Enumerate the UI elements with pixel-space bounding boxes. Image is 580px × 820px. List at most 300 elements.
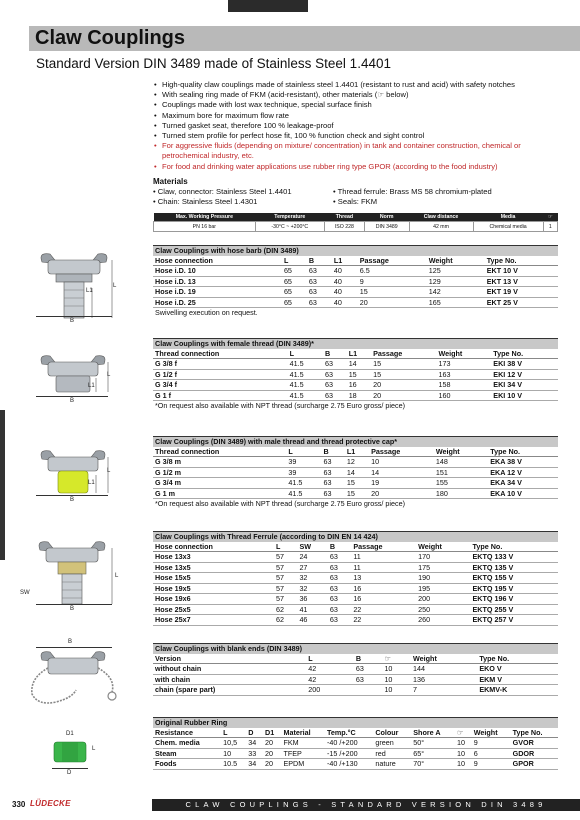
- table-row: [153, 738, 558, 749]
- table-cell: Hose i.D. 25: [153, 297, 282, 308]
- column-header: Passage: [369, 447, 434, 457]
- table-cell: 22: [351, 615, 416, 626]
- table-cell: 20: [263, 738, 281, 749]
- table-cell: 19: [369, 478, 434, 489]
- table-cell: Foods: [153, 759, 221, 770]
- table-cell: green: [373, 738, 411, 749]
- dim-label: L: [107, 468, 111, 474]
- table-cell: 41.5: [288, 380, 323, 391]
- table-cell: 63: [328, 562, 351, 573]
- table-row: [153, 664, 558, 675]
- column-header: Type No.: [491, 349, 558, 359]
- table-cell: 36: [297, 594, 327, 605]
- table-cell: EKI 34 V: [491, 380, 558, 391]
- product-table: [153, 728, 558, 770]
- dim-label: D1: [66, 731, 74, 737]
- table-cell: 142: [427, 287, 485, 298]
- table-cell: 10: [382, 674, 411, 685]
- product-table: [153, 447, 558, 500]
- column-header: L: [282, 256, 307, 266]
- table-cell: 14: [345, 467, 369, 478]
- table-cell: 190: [416, 573, 470, 584]
- table-cell: 195: [416, 583, 470, 594]
- column-header: Type No.: [485, 256, 558, 266]
- table-cell: 40: [332, 297, 358, 308]
- table-cell: 165: [427, 297, 485, 308]
- section-male-thread: [153, 436, 558, 509]
- table-cell: 63: [328, 583, 351, 594]
- column-header: B: [322, 447, 345, 457]
- brand-logo: LÜDECKE: [30, 799, 71, 808]
- table-row: [153, 685, 558, 696]
- section-title: Claw Couplings (DIN 3489) with male thread and thread protective cap*: [153, 436, 558, 447]
- table-cell: 9: [358, 276, 427, 287]
- column-header: Colour: [373, 728, 411, 738]
- table-cell: EKTQ 135 V: [471, 562, 559, 573]
- footer-bar: CLAW COUPLINGS - STANDARD VERSION DIN 3489: [152, 799, 580, 811]
- column-header: Type No.: [471, 542, 559, 552]
- table-cell: GVOR: [511, 738, 558, 749]
- feature-item: • With sealing ring made of FKM (acid-resistant), other materials (☞ below): [162, 90, 558, 100]
- column-header: [344, 654, 354, 664]
- column-header: Hose connection: [153, 542, 274, 552]
- table-cell: 20: [358, 297, 427, 308]
- spec-value: ISO 228: [324, 222, 364, 232]
- spec-value: 42 mm: [409, 222, 473, 232]
- table-cell: 57: [274, 562, 297, 573]
- table-cell: 62: [274, 604, 297, 615]
- section-hose-barb: [153, 245, 558, 318]
- table-cell: 40: [332, 266, 358, 277]
- section-note: *On request also available with NPT thread (surcharge 2.75 Euro gross/ piece): [155, 499, 405, 508]
- column-header: SW: [297, 542, 327, 552]
- table-cell: 14: [347, 359, 371, 370]
- table-cell: EKT 19 V: [485, 287, 558, 298]
- table-cell: 250: [416, 604, 470, 615]
- section-blank-ends: [153, 643, 558, 696]
- spec-header: Thread: [324, 213, 364, 222]
- table-cell: 175: [416, 562, 470, 573]
- column-header: Version: [153, 654, 306, 664]
- column-header: Thread connection: [153, 349, 288, 359]
- table-cell: Steam: [153, 748, 221, 759]
- table-row: [153, 615, 558, 626]
- table-cell: 57: [274, 594, 297, 605]
- table-cell: chain (spare part): [153, 685, 306, 696]
- table-cell: 136: [411, 674, 477, 685]
- table-cell: Hose 19x5: [153, 583, 274, 594]
- table-cell: 63: [323, 380, 347, 391]
- material-item: • Seals: FKM: [333, 197, 533, 207]
- table-row: [153, 478, 558, 489]
- table-cell: 41.5: [286, 488, 321, 499]
- table-cell: Hose 15x5: [153, 573, 274, 584]
- spec-value-row: [154, 222, 558, 232]
- table-cell: G 1/2 m: [153, 467, 286, 478]
- table-cell: EKT 25 V: [485, 297, 558, 308]
- table-row: [153, 604, 558, 615]
- table-cell: 32: [297, 583, 327, 594]
- table-cell: FKM: [281, 738, 325, 749]
- table-cell: 65: [282, 276, 307, 287]
- table-cell: 63: [307, 266, 332, 277]
- table-cell: 158: [436, 380, 491, 391]
- table-cell: 11: [351, 552, 416, 563]
- table-cell: 22: [351, 604, 416, 615]
- table-cell: 11: [351, 562, 416, 573]
- table-cell: 15: [358, 287, 427, 298]
- table-cell: 63: [307, 297, 332, 308]
- table-cell: 41.5: [286, 478, 321, 489]
- table-row: [153, 287, 558, 298]
- pointer-icon: ☞: [382, 654, 411, 664]
- female-thread-coupling-image: [36, 352, 110, 398]
- table-cell: 163: [436, 369, 491, 380]
- table-row: [153, 552, 558, 563]
- table-cell: 10: [455, 759, 472, 770]
- materials-left: [153, 187, 333, 207]
- table-cell: EKTQ 133 V: [471, 552, 559, 563]
- material-item: • Claw, connector: Stainless Steel 1.4401: [153, 187, 333, 197]
- table-cell: 33: [246, 748, 263, 759]
- pointer-icon: ☞: [455, 728, 472, 738]
- column-header: L: [288, 349, 323, 359]
- column-header: D: [246, 728, 263, 738]
- table-cell: 63: [322, 457, 345, 468]
- column-header: L1: [332, 256, 358, 266]
- table-cell: GPOR: [511, 759, 558, 770]
- table-cell: 13: [351, 573, 416, 584]
- table-cell: EKI 38 V: [491, 359, 558, 370]
- table-cell: 12: [345, 457, 369, 468]
- table-cell: -15 /+200: [325, 748, 373, 759]
- column-header: Passage: [371, 349, 436, 359]
- feature-item: • Maximum bore for maximum flow rate: [162, 111, 558, 121]
- table-cell: 65: [282, 297, 307, 308]
- table-cell: 170: [416, 552, 470, 563]
- table-cell: 57: [274, 583, 297, 594]
- spec-header: Media: [473, 213, 543, 222]
- table-cell: 129: [427, 276, 485, 287]
- column-header: B: [323, 349, 347, 359]
- hose-barb-coupling-image: [34, 250, 117, 322]
- table-cell: 63: [322, 478, 345, 489]
- table-row: [153, 457, 558, 468]
- table-cell: TFEP: [281, 748, 325, 759]
- thread-ferrule-coupling-image: [32, 538, 114, 608]
- dim-label: D: [67, 770, 72, 776]
- feature-item: • For food and drinking water applications use rubber ring type GPOR (according to the food industry): [162, 162, 558, 172]
- material-item: • Thread ferrule: Brass MS 58 chromium-plated: [333, 187, 533, 197]
- spec-value: PN 16 bar: [154, 222, 256, 232]
- dim-label: SW: [20, 590, 30, 596]
- product-table: [153, 256, 558, 309]
- table-cell: Hose i.D. 13: [153, 276, 282, 287]
- table-cell: 40: [332, 276, 358, 287]
- column-header: Passage: [358, 256, 427, 266]
- table-cell: 63: [328, 552, 351, 563]
- feature-item: • For aggressive fluids (depending on mixture/ concentration) in tank and container construction, chemical or petrochemical industry, etc.: [162, 141, 558, 161]
- table-cell: EKA 12 V: [488, 467, 558, 478]
- table-cell: 10,5: [221, 738, 246, 749]
- table-cell: 10: [455, 738, 472, 749]
- table-cell: EKM V: [477, 674, 558, 685]
- table-cell: G 1/2 f: [153, 369, 288, 380]
- section-title: Claw Couplings with hose barb (DIN 3489): [153, 245, 558, 256]
- table-row: [153, 297, 558, 308]
- product-table: [153, 542, 558, 626]
- table-cell: 9: [472, 759, 511, 770]
- table-cell: [344, 685, 354, 696]
- section-note: *On request also available with NPT thread (surcharge 2.75 Euro gross/ piece): [155, 401, 405, 410]
- table-cell: 20: [369, 488, 434, 499]
- table-cell: 260: [416, 615, 470, 626]
- table-row: [153, 276, 558, 287]
- table-cell: 155: [434, 478, 488, 489]
- spec-value: 1: [543, 222, 557, 232]
- table-cell: red: [373, 748, 411, 759]
- table-row: [153, 562, 558, 573]
- dim-label: B: [70, 497, 75, 503]
- table-cell: EKTQ 257 V: [471, 615, 559, 626]
- table-row: [153, 359, 558, 370]
- table-cell: 18: [347, 390, 371, 401]
- table-cell: 20: [371, 380, 436, 391]
- page-subtitle: Standard Version DIN 3489 made of Stainless Steel 1.4401: [36, 56, 391, 71]
- table-cell: EKTQ 195 V: [471, 583, 559, 594]
- spec-value: -30°C ~ +200°C: [255, 222, 324, 232]
- column-header: Weight: [427, 256, 485, 266]
- spec-header: Claw distance: [409, 213, 473, 222]
- table-cell: 62: [274, 615, 297, 626]
- table-row: [153, 573, 558, 584]
- table-cell: EKT 10 V: [485, 266, 558, 277]
- table-cell: 41.5: [288, 369, 323, 380]
- column-header: Weight: [416, 542, 470, 552]
- table-header-row: [153, 256, 558, 266]
- table-cell: 63: [328, 615, 351, 626]
- table-cell: EKMV-K: [477, 685, 558, 696]
- spec-header: Norm: [364, 213, 409, 222]
- section-title: Claw Couplings with blank ends (DIN 3489): [153, 643, 558, 654]
- section-female-thread: [153, 338, 558, 411]
- dim-label: B: [70, 606, 75, 612]
- column-header: L: [274, 542, 297, 552]
- table-cell: 10.5: [221, 759, 246, 770]
- table-cell: 10: [382, 664, 411, 675]
- table-cell: EKTQ 196 V: [471, 594, 559, 605]
- table-cell: -40 /+130: [325, 759, 373, 770]
- dim-label: L: [113, 283, 117, 289]
- dim-label: L1: [86, 288, 93, 294]
- section-title: Claw Couplings with female thread (DIN 3489)*: [153, 338, 558, 349]
- section-rubber-ring: [153, 717, 558, 770]
- table-cell: Hose i.D. 10: [153, 266, 282, 277]
- table-cell: 125: [427, 266, 485, 277]
- table-cell: EKA 34 V: [488, 478, 558, 489]
- dim-label: L1: [88, 480, 95, 486]
- column-header: Material: [281, 728, 325, 738]
- table-cell: Hose 13x3: [153, 552, 274, 563]
- table-cell: EPDM: [281, 759, 325, 770]
- table-cell: Hose 25x5: [153, 604, 274, 615]
- table-cell: 6.5: [358, 266, 427, 277]
- table-cell: 10: [369, 457, 434, 468]
- table-cell: with chain: [153, 674, 306, 685]
- table-cell: EKTQ 255 V: [471, 604, 559, 615]
- column-header: L1: [345, 447, 369, 457]
- spec-header: Max. Working Pressure: [154, 213, 256, 222]
- section-thread-ferrule: [153, 531, 558, 626]
- table-cell: 65: [282, 287, 307, 298]
- table-cell: 144: [411, 664, 477, 675]
- table-cell: nature: [373, 759, 411, 770]
- table-cell: 63: [323, 369, 347, 380]
- dim-label: B: [70, 318, 75, 324]
- table-cell: 42: [306, 674, 344, 685]
- column-header: Weight: [436, 349, 491, 359]
- column-header: Shore A: [411, 728, 455, 738]
- column-header: B: [354, 654, 383, 664]
- table-cell: 16: [351, 583, 416, 594]
- feature-item: • Couplings made with lost wax technique, special surface finish: [162, 100, 558, 110]
- title-bar: [29, 26, 580, 51]
- table-cell: 42: [306, 664, 344, 675]
- table-cell: Hose 19x6: [153, 594, 274, 605]
- section-note: Swivelling execution on request.: [155, 308, 258, 317]
- table-row: [153, 467, 558, 478]
- table-cell: 16: [351, 594, 416, 605]
- table-cell: 39: [286, 457, 321, 468]
- table-cell: 14: [369, 467, 434, 478]
- table-cell: G 3/4 f: [153, 380, 288, 391]
- table-cell: 63: [323, 390, 347, 401]
- column-header: D1: [263, 728, 281, 738]
- blank-end-chain-coupling-image: [20, 648, 124, 710]
- spec-header-row: [154, 213, 558, 222]
- table-cell: 200: [416, 594, 470, 605]
- table-cell: 173: [436, 359, 491, 370]
- table-cell: 63: [307, 276, 332, 287]
- column-header: L1: [347, 349, 371, 359]
- dim-line: [36, 604, 112, 605]
- table-cell: 63: [328, 604, 351, 615]
- table-cell: 6: [472, 748, 511, 759]
- table-cell: EKO V: [477, 664, 558, 675]
- table-cell: G 3/8 f: [153, 359, 288, 370]
- table-cell: 50°: [411, 738, 455, 749]
- table-cell: 41.5: [288, 390, 323, 401]
- table-cell: 9: [472, 738, 511, 749]
- table-cell: Hose 25x7: [153, 615, 274, 626]
- table-cell: 15: [371, 359, 436, 370]
- dim-line: [36, 495, 108, 496]
- feature-item: • High-quality claw couplings made of stainless steel 1.4401 (resistant to rust and acid) with safety notches: [162, 80, 558, 90]
- feature-item: • Turned stem profile for perfect hose fit, 100 % function check and sight control: [162, 131, 558, 141]
- table-cell: 200: [306, 685, 344, 696]
- dim-line: [36, 396, 108, 397]
- column-header: Thread connection: [153, 447, 286, 457]
- table-cell: 148: [434, 457, 488, 468]
- page-title: Claw Couplings: [35, 27, 185, 49]
- table-row: [153, 594, 558, 605]
- table-cell: 20: [263, 759, 281, 770]
- column-header: Weight: [434, 447, 488, 457]
- materials-right: [333, 187, 533, 207]
- table-row: [153, 759, 558, 770]
- column-header: Resistance: [153, 728, 221, 738]
- table-cell: EKI 12 V: [491, 369, 558, 380]
- side-register-band: [0, 410, 5, 560]
- table-header-row: [153, 447, 558, 457]
- table-cell: 15: [371, 369, 436, 380]
- spec-header: Temperature: [255, 213, 324, 222]
- table-cell: 70°: [411, 759, 455, 770]
- table-cell: [354, 685, 383, 696]
- column-header: Weight: [472, 728, 511, 738]
- table-header-row: [153, 728, 558, 738]
- dim-label: B: [70, 398, 75, 404]
- product-table: [153, 349, 558, 402]
- table-row: [153, 369, 558, 380]
- dim-label: L: [92, 746, 96, 752]
- table-cell: 27: [297, 562, 327, 573]
- column-header: Type No.: [488, 447, 558, 457]
- table-row: [153, 488, 558, 499]
- table-cell: 15: [347, 369, 371, 380]
- table-cell: 63: [354, 674, 383, 685]
- product-table: [153, 654, 558, 696]
- table-header-row: [153, 542, 558, 552]
- table-cell: G 3/4 m: [153, 478, 286, 489]
- table-cell: 20: [263, 748, 281, 759]
- dim-label: L: [115, 573, 119, 579]
- table-cell: 10: [221, 748, 246, 759]
- table-cell: 10: [455, 748, 472, 759]
- column-header: B: [307, 256, 332, 266]
- table-cell: [344, 674, 354, 685]
- section-title: Claw Couplings with Thread Ferrule (according to DIN EN 14 424): [153, 531, 558, 542]
- rubber-ring-image: [50, 739, 90, 765]
- table-cell: 63: [354, 664, 383, 675]
- table-cell: 41: [297, 604, 327, 615]
- table-cell: 63: [323, 359, 347, 370]
- table-cell: 15: [345, 478, 369, 489]
- table-cell: 151: [434, 467, 488, 478]
- column-header: Passage: [351, 542, 416, 552]
- table-cell: 57: [274, 573, 297, 584]
- dim-label: B: [68, 639, 73, 645]
- table-cell: 10: [382, 685, 411, 696]
- table-cell: GDOR: [511, 748, 558, 759]
- table-cell: 63: [322, 488, 345, 499]
- table-cell: 32: [297, 573, 327, 584]
- table-row: [153, 674, 558, 685]
- column-header: B: [328, 542, 351, 552]
- page-number: 330: [12, 800, 26, 809]
- table-row: [153, 266, 558, 277]
- table-cell: 63: [307, 287, 332, 298]
- table-row: [153, 583, 558, 594]
- table-cell: EKTQ 155 V: [471, 573, 559, 584]
- table-cell: EKI 10 V: [491, 390, 558, 401]
- table-cell: 180: [434, 488, 488, 499]
- table-cell: 7: [411, 685, 477, 696]
- column-header: Temp.°C: [325, 728, 373, 738]
- column-header: Hose connection: [153, 256, 282, 266]
- pointer-icon: ☞: [543, 213, 557, 222]
- spec-value: DIN 3489: [364, 222, 409, 232]
